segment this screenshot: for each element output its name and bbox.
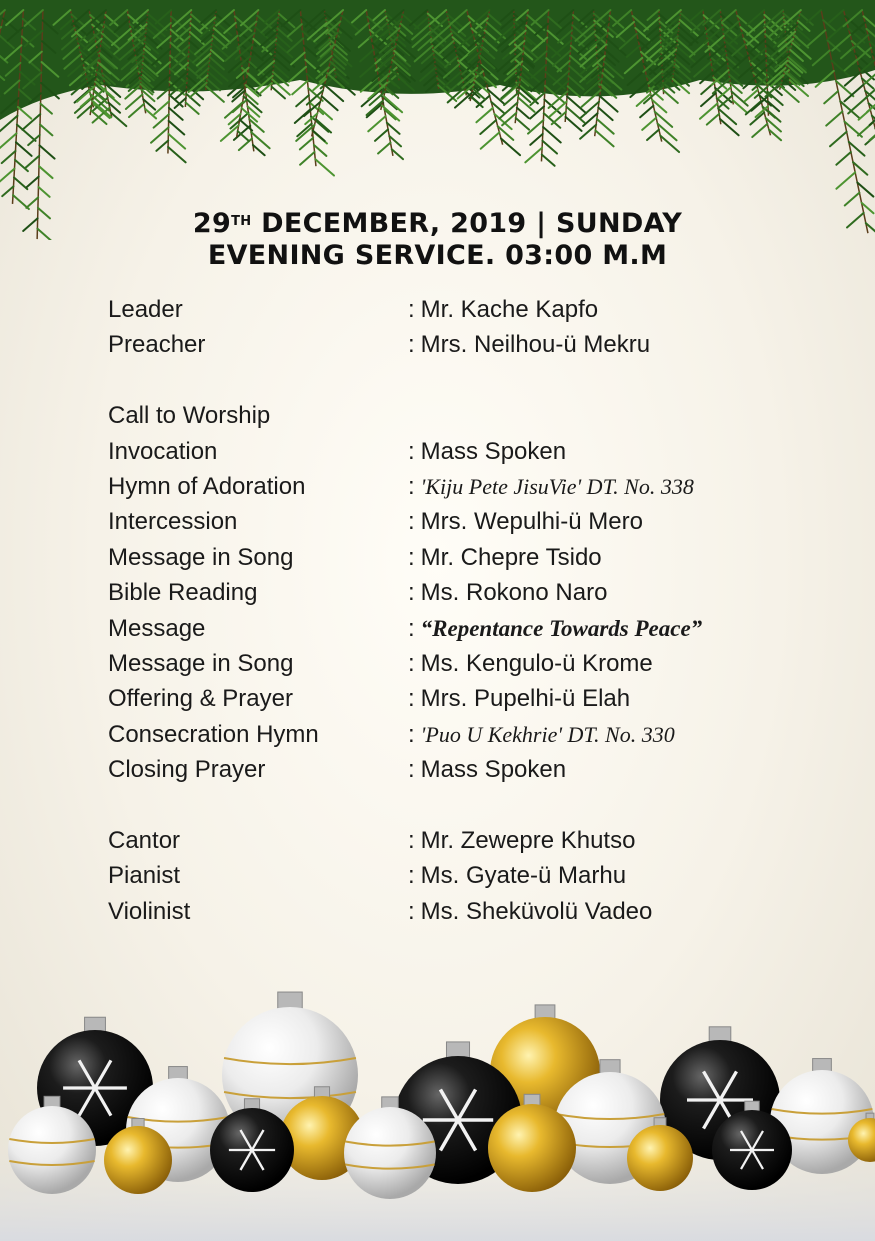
- separator-colon: :: [408, 649, 415, 677]
- program-value-text: Ms. Kengulo-ü Krome: [420, 649, 653, 677]
- program-value: [408, 756, 566, 784]
- separator-colon: :: [408, 862, 415, 890]
- program-value-text: Ms. Gyate-ü Marhu: [420, 862, 627, 890]
- program-value-text: 'Kiju Pete JisuVie' DT. No. 338: [420, 473, 694, 499]
- program-value-text: “Repentance Towards Peace”: [420, 615, 703, 641]
- program-value-text: Mrs. Pupelhi-ü Elah: [420, 685, 631, 713]
- program-row: [108, 506, 808, 541]
- program-row: [108, 613, 808, 648]
- program-role: Message: [108, 614, 206, 642]
- program-role: Intercession: [108, 508, 238, 536]
- separator-colon: :: [408, 579, 415, 607]
- program-value-text: Mass Spoken: [420, 756, 567, 784]
- music-section: [108, 825, 808, 931]
- program-role: Closing Prayer: [108, 756, 266, 784]
- program-value-text: Mrs. Neilhou-ü Mekru: [420, 331, 651, 359]
- program-role: Cantor: [108, 826, 181, 854]
- separator-colon: :: [408, 508, 415, 536]
- program-row: [108, 329, 808, 364]
- officiants-section: [108, 294, 808, 365]
- program-row: [108, 825, 808, 860]
- service-heading: [0, 208, 875, 272]
- order-of-service: [108, 294, 808, 931]
- program-value: [408, 898, 652, 926]
- program-row: [108, 860, 808, 895]
- program-role: Message in Song: [108, 543, 294, 571]
- program-value: [408, 544, 602, 572]
- program-role: Violinist: [108, 897, 191, 925]
- program-row: [108, 471, 808, 506]
- program-row: [108, 648, 808, 683]
- program-role: Bible Reading: [108, 579, 258, 607]
- program-value: [408, 579, 607, 607]
- separator-colon: :: [408, 543, 415, 571]
- program-value: [408, 508, 643, 536]
- program-value: [408, 473, 694, 501]
- separator-colon: :: [408, 685, 415, 713]
- program-value-text: Mrs. Wepulhi-ü Mero: [420, 508, 643, 536]
- program-value: [408, 685, 630, 713]
- program-row: [108, 896, 808, 931]
- program-value: [408, 438, 566, 466]
- program-value: [408, 862, 626, 890]
- christmas-baubles-illustration: [0, 990, 875, 1241]
- program-role: Offering & Prayer: [108, 685, 293, 713]
- program-row: [108, 683, 808, 718]
- program-role: Leader: [108, 296, 183, 323]
- program-value-text: Ms. Sheküvolü Vadeo: [420, 897, 653, 925]
- program-value-text: Ms. Rokono Naro: [420, 579, 608, 607]
- separator-colon: :: [408, 826, 415, 854]
- program-row: [108, 400, 808, 435]
- program-role: Invocation: [108, 437, 218, 465]
- separator-colon: :: [408, 614, 415, 642]
- separator-colon: :: [408, 720, 415, 748]
- separator-colon: :: [408, 897, 415, 925]
- program-value: [408, 650, 653, 678]
- separator-colon: :: [408, 756, 415, 784]
- program-role: Message in Song: [108, 649, 294, 677]
- program-value-text: Mr. Chepre Tsido: [420, 543, 602, 571]
- program-role: Preacher: [108, 331, 206, 359]
- program-row: [108, 719, 808, 754]
- separator-colon: :: [408, 437, 415, 465]
- program-value-text: 'Puo U Kekhrie' DT. No. 330: [420, 721, 675, 747]
- program-value: [408, 721, 675, 749]
- program-role: Hymn of Adoration: [108, 472, 306, 500]
- program-value: [408, 615, 702, 643]
- program-role: Consecration Hymn: [108, 720, 319, 748]
- liturgy-section: [108, 400, 808, 789]
- program-value-text: Mr. Zewepre Khutso: [420, 826, 636, 854]
- program-value: [408, 331, 650, 359]
- program-row: [108, 436, 808, 471]
- pine-garland-illustration: [0, 0, 875, 240]
- program-row: [108, 542, 808, 577]
- program-value-text: Mass Spoken: [420, 437, 567, 465]
- program-row: [108, 754, 808, 789]
- program-value: [408, 827, 635, 855]
- separator-colon: :: [408, 296, 415, 323]
- separator-colon: :: [408, 472, 415, 500]
- date-line: 29TH DECEMBER, 2019 | SUNDAY: [192, 208, 683, 239]
- program-row: [108, 294, 808, 329]
- program-value-text: Mr. Kache Kapfo: [420, 296, 599, 323]
- service-line: EVENING SERVICE. 03:00 M.M: [207, 240, 668, 271]
- program-row: [108, 577, 808, 612]
- program-value: [408, 296, 598, 324]
- program-role: Pianist: [108, 862, 181, 890]
- program-role: Call to Worship: [108, 402, 271, 430]
- separator-colon: :: [408, 331, 415, 359]
